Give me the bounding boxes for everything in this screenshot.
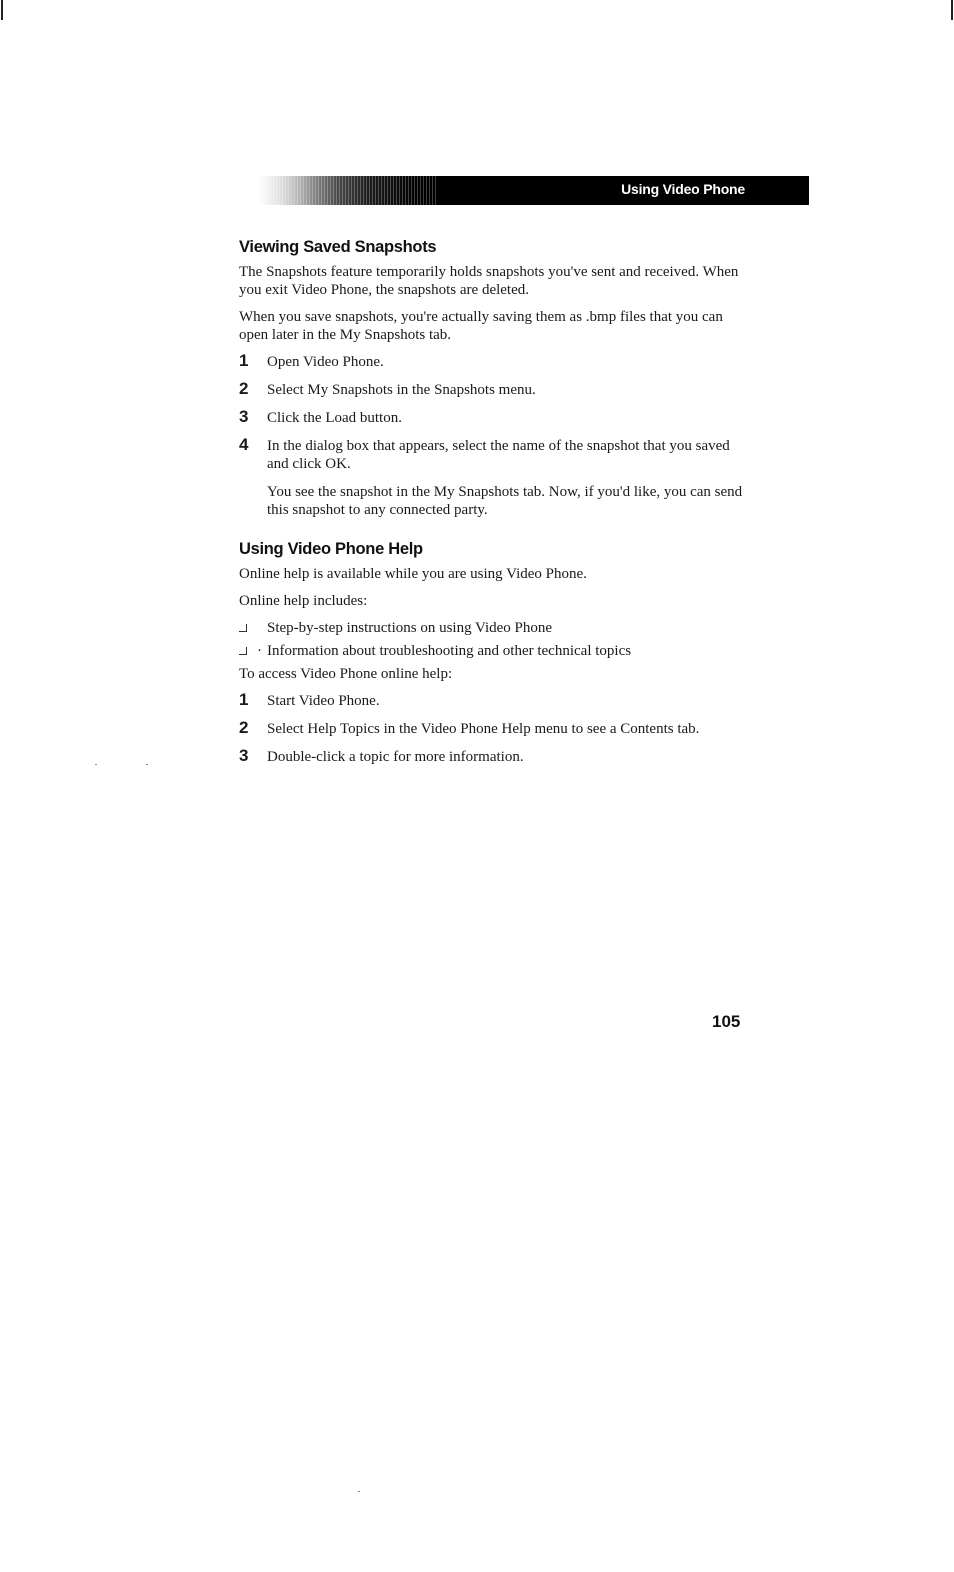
step-number: 3 <box>239 746 249 765</box>
bullet-item <box>239 642 751 660</box>
section-heading-video-phone-help: Using Video Phone Help <box>239 540 423 558</box>
step-number: 2 <box>239 379 249 398</box>
chapter-header-bar <box>258 176 809 205</box>
step-text: Start Video Phone. <box>267 693 380 709</box>
checkbox-bullet-icon <box>239 624 247 632</box>
step-item <box>239 720 751 738</box>
paragraph: The Snapshots feature temporarily holds snapshots you've sent and received. When you exit Video Phone, the snapshots are deleted. <box>239 264 739 298</box>
step-number: 4 <box>239 435 249 454</box>
step-text: Open Video Phone. <box>267 354 384 370</box>
scan-speck <box>95 764 97 765</box>
bullet-text: Information about troubleshooting and other technical topics <box>267 643 632 659</box>
step-note: You see the snapshot in the My Snapshots tab. Now, if you'd like, you can send this snapshot to any connected party. <box>267 484 743 518</box>
step-text: In the dialog box that appears, select the name of the snapshot that you saved and click OK. <box>267 438 730 472</box>
step-number: 2 <box>239 718 249 737</box>
step-item <box>239 353 751 371</box>
chapter-header-title: Using Video Phone <box>621 181 745 197</box>
scan-edge-mark-right <box>951 0 953 20</box>
scan-speck <box>146 764 148 765</box>
bullet-text: Step-by-step instructions on using Video Phone <box>267 620 553 636</box>
step-item <box>239 748 751 766</box>
scan-speck <box>358 1491 360 1492</box>
step-item <box>239 381 751 399</box>
page-number: 105 <box>712 1012 741 1031</box>
scan-edge-mark-left <box>1 0 3 20</box>
step-item <box>239 437 751 473</box>
paragraph: Online help includes: <box>239 593 368 609</box>
step-text: Click the Load button. <box>267 410 402 426</box>
paragraph: To access Video Phone online help: <box>239 666 453 682</box>
checkbox-bullet-icon <box>239 647 247 655</box>
step-text: Select Help Topics in the Video Phone Help menu to see a Contents tab. <box>267 721 700 737</box>
step-number: 1 <box>239 351 249 370</box>
paragraph: When you save snapshots, you're actually saving them as .bmp files that you can open later in the My Snapshots tab. <box>239 309 723 343</box>
bullet-item <box>239 619 751 637</box>
step-text: Double-click a topic for more information. <box>267 749 524 765</box>
section-heading-viewing-snapshots: Viewing Saved Snapshots <box>239 238 437 256</box>
page-content <box>239 238 751 776</box>
step-number: 1 <box>239 690 249 709</box>
step-text: Select My Snapshots in the Snapshots menu. <box>267 382 536 398</box>
paragraph: Online help is available while you are using Video Phone. <box>239 566 587 582</box>
step-number: 3 <box>239 407 249 426</box>
step-item <box>239 692 751 710</box>
stray-dot-mark: · <box>257 643 262 659</box>
step-item <box>239 409 751 427</box>
